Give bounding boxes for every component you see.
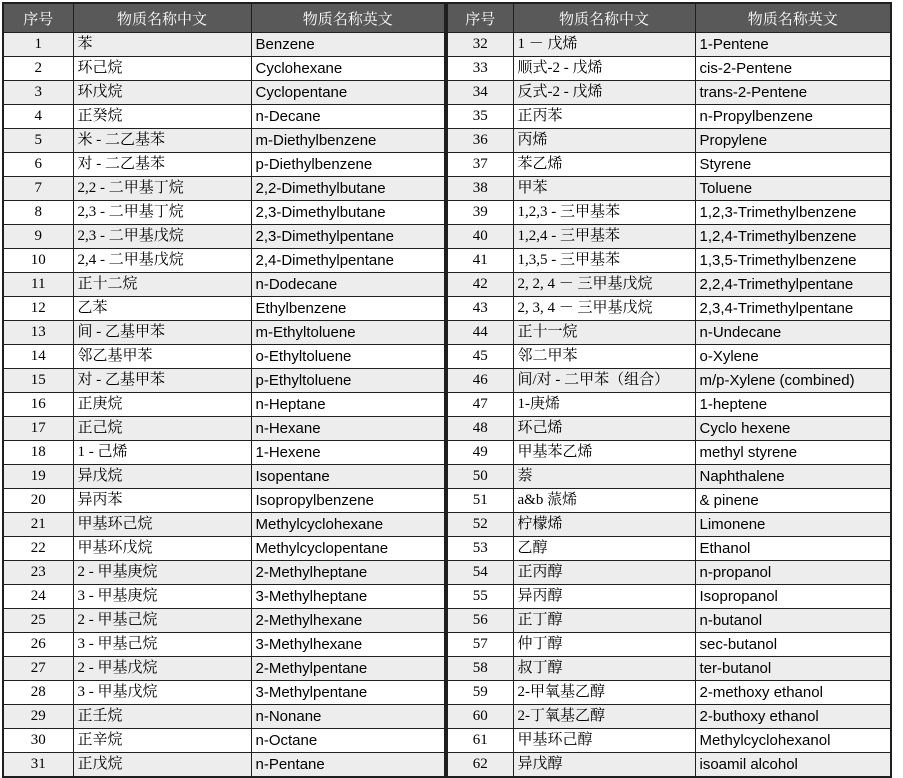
chinese-name-cell: 2, 3, 4 － 三甲基戊烷 bbox=[513, 297, 695, 321]
english-name-cell: o-Xylene bbox=[695, 345, 891, 369]
english-name-cell: Naphthalene bbox=[695, 465, 891, 489]
chinese-name-cell: 2,3 - 二甲基戊烷 bbox=[73, 225, 251, 249]
row-number-cell: 52 bbox=[447, 513, 513, 537]
row-number-cell: 1 bbox=[3, 33, 73, 57]
english-name-cell: n-Hexane bbox=[251, 417, 445, 441]
substance-table-right bbox=[446, 2, 892, 778]
chinese-name-cell: 正十一烷 bbox=[513, 321, 695, 345]
table-row bbox=[3, 609, 445, 633]
chinese-name-cell: 2 - 甲基庚烷 bbox=[73, 561, 251, 585]
table-row bbox=[447, 33, 891, 57]
english-name-cell: 3-Methylheptane bbox=[251, 585, 445, 609]
chinese-name-cell: 1,2,4 - 三甲基苯 bbox=[513, 225, 695, 249]
english-name-cell: o-Ethyltoluene bbox=[251, 345, 445, 369]
chinese-name-cell: 1,2,3 - 三甲基苯 bbox=[513, 201, 695, 225]
row-number-cell: 5 bbox=[3, 129, 73, 153]
chinese-name-cell: 1 - 己烯 bbox=[73, 441, 251, 465]
table-row bbox=[3, 33, 445, 57]
table-row bbox=[447, 129, 891, 153]
chinese-name-cell: 丙烯 bbox=[513, 129, 695, 153]
english-name-cell: 2-Methylpentane bbox=[251, 657, 445, 681]
row-number-cell: 20 bbox=[3, 489, 73, 513]
chinese-name-cell: 甲苯 bbox=[513, 177, 695, 201]
chinese-name-cell: 1,3,5 - 三甲基苯 bbox=[513, 249, 695, 273]
english-name-cell: Isopropylbenzene bbox=[251, 489, 445, 513]
row-number-cell: 39 bbox=[447, 201, 513, 225]
english-name-cell: Styrene bbox=[695, 153, 891, 177]
english-name-cell: Cyclopentane bbox=[251, 81, 445, 105]
chinese-name-cell: 正丁醇 bbox=[513, 609, 695, 633]
table-row bbox=[3, 489, 445, 513]
chinese-name-cell: 米 - 二乙基苯 bbox=[73, 129, 251, 153]
english-name-cell: 2,3-Dimethylbutane bbox=[251, 201, 445, 225]
chinese-name-cell: 反式-2 - 戊烯 bbox=[513, 81, 695, 105]
table-row bbox=[447, 465, 891, 489]
table-row bbox=[3, 585, 445, 609]
table-row bbox=[447, 393, 891, 417]
chinese-name-cell: 甲基环戊烷 bbox=[73, 537, 251, 561]
table-row bbox=[447, 633, 891, 657]
chinese-name-cell: 2,4 - 二甲基戊烷 bbox=[73, 249, 251, 273]
table-row bbox=[3, 225, 445, 249]
chinese-name-cell: 1 － 戊烯 bbox=[513, 33, 695, 57]
row-number-cell: 37 bbox=[447, 153, 513, 177]
table-row bbox=[3, 417, 445, 441]
row-number-cell: 23 bbox=[3, 561, 73, 585]
english-name-cell: Ethanol bbox=[695, 537, 891, 561]
chinese-name-cell: 2-丁氧基乙醇 bbox=[513, 705, 695, 729]
english-name-cell: p-Ethyltoluene bbox=[251, 369, 445, 393]
row-number-cell: 19 bbox=[3, 465, 73, 489]
row-number-cell: 45 bbox=[447, 345, 513, 369]
english-name-cell: 1,2,3-Trimethylbenzene bbox=[695, 201, 891, 225]
row-number-cell: 42 bbox=[447, 273, 513, 297]
english-name-cell: Benzene bbox=[251, 33, 445, 57]
chinese-name-cell: 1-庚烯 bbox=[513, 393, 695, 417]
english-name-cell: m/p-Xylene (combined) bbox=[695, 369, 891, 393]
chinese-name-cell: 间 - 乙基甲苯 bbox=[73, 321, 251, 345]
row-number-cell: 40 bbox=[447, 225, 513, 249]
chinese-name-cell: 正癸烷 bbox=[73, 105, 251, 129]
chinese-name-cell: 3 - 甲基己烷 bbox=[73, 633, 251, 657]
row-number-cell: 55 bbox=[447, 585, 513, 609]
chinese-name-cell: 环己烯 bbox=[513, 417, 695, 441]
english-name-cell: Methylcyclohexane bbox=[251, 513, 445, 537]
row-number-cell: 33 bbox=[447, 57, 513, 81]
table-row bbox=[447, 273, 891, 297]
chinese-name-cell: 2-甲氧基乙醇 bbox=[513, 681, 695, 705]
table-row bbox=[447, 753, 891, 778]
chinese-name-cell: 正丙醇 bbox=[513, 561, 695, 585]
row-number-cell: 18 bbox=[3, 441, 73, 465]
table-row bbox=[447, 57, 891, 81]
column-header-number: 序号 bbox=[447, 3, 513, 33]
english-name-cell: 1-heptene bbox=[695, 393, 891, 417]
chinese-name-cell: 正戊烷 bbox=[73, 753, 251, 778]
row-number-cell: 30 bbox=[3, 729, 73, 753]
table-row bbox=[3, 345, 445, 369]
english-name-cell: sec-butanol bbox=[695, 633, 891, 657]
row-number-cell: 14 bbox=[3, 345, 73, 369]
row-number-cell: 57 bbox=[447, 633, 513, 657]
english-name-cell: m-Ethyltoluene bbox=[251, 321, 445, 345]
english-name-cell: 1-Hexene bbox=[251, 441, 445, 465]
english-name-cell: Isopentane bbox=[251, 465, 445, 489]
chinese-name-cell: 2,2 - 二甲基丁烷 bbox=[73, 177, 251, 201]
table-row bbox=[447, 105, 891, 129]
table-row bbox=[3, 513, 445, 537]
english-name-cell: 2-buthoxy ethanol bbox=[695, 705, 891, 729]
english-name-cell: 2,3-Dimethylpentane bbox=[251, 225, 445, 249]
row-number-cell: 27 bbox=[3, 657, 73, 681]
row-number-cell: 53 bbox=[447, 537, 513, 561]
header-row bbox=[447, 3, 891, 33]
chinese-name-cell: 正庚烷 bbox=[73, 393, 251, 417]
row-number-cell: 7 bbox=[3, 177, 73, 201]
row-number-cell: 15 bbox=[3, 369, 73, 393]
row-number-cell: 58 bbox=[447, 657, 513, 681]
table-row bbox=[447, 513, 891, 537]
table-row bbox=[3, 465, 445, 489]
english-name-cell: n-Decane bbox=[251, 105, 445, 129]
chinese-name-cell: 异丙醇 bbox=[513, 585, 695, 609]
column-header-english-name: 物质名称英文 bbox=[251, 3, 445, 33]
chinese-name-cell: 甲基环己烷 bbox=[73, 513, 251, 537]
english-name-cell: & pinene bbox=[695, 489, 891, 513]
english-name-cell: trans-2-Pentene bbox=[695, 81, 891, 105]
table-row bbox=[447, 225, 891, 249]
row-number-cell: 44 bbox=[447, 321, 513, 345]
row-number-cell: 16 bbox=[3, 393, 73, 417]
english-name-cell: 2-Methylheptane bbox=[251, 561, 445, 585]
table-row bbox=[3, 561, 445, 585]
english-name-cell: Propylene bbox=[695, 129, 891, 153]
chinese-name-cell: a&b 蒎烯 bbox=[513, 489, 695, 513]
table-row bbox=[3, 729, 445, 753]
table-row bbox=[3, 57, 445, 81]
chinese-name-cell: 甲基环己醇 bbox=[513, 729, 695, 753]
chinese-name-cell: 环己烷 bbox=[73, 57, 251, 81]
chinese-name-cell: 柠檬烯 bbox=[513, 513, 695, 537]
row-number-cell: 26 bbox=[3, 633, 73, 657]
row-number-cell: 47 bbox=[447, 393, 513, 417]
table-row bbox=[447, 201, 891, 225]
table-row bbox=[447, 609, 891, 633]
english-name-cell: Methylcyclopentane bbox=[251, 537, 445, 561]
chinese-name-cell: 乙苯 bbox=[73, 297, 251, 321]
table-row bbox=[447, 729, 891, 753]
column-header-english-name: 物质名称英文 bbox=[695, 3, 891, 33]
chinese-name-cell: 叔丁醇 bbox=[513, 657, 695, 681]
row-number-cell: 46 bbox=[447, 369, 513, 393]
chinese-name-cell: 正丙苯 bbox=[513, 105, 695, 129]
row-number-cell: 49 bbox=[447, 441, 513, 465]
chinese-name-cell: 异戊烷 bbox=[73, 465, 251, 489]
chinese-name-cell: 仲丁醇 bbox=[513, 633, 695, 657]
english-name-cell: p-Diethylbenzene bbox=[251, 153, 445, 177]
table-row bbox=[447, 297, 891, 321]
row-number-cell: 34 bbox=[447, 81, 513, 105]
table-row bbox=[447, 657, 891, 681]
row-number-cell: 51 bbox=[447, 489, 513, 513]
english-name-cell: 1,2,4-Trimethylbenzene bbox=[695, 225, 891, 249]
row-number-cell: 61 bbox=[447, 729, 513, 753]
table-row bbox=[3, 705, 445, 729]
column-header-chinese-name: 物质名称中文 bbox=[513, 3, 695, 33]
chinese-name-cell: 2 - 甲基己烷 bbox=[73, 609, 251, 633]
row-number-cell: 13 bbox=[3, 321, 73, 345]
english-name-cell: n-Octane bbox=[251, 729, 445, 753]
english-name-cell: n-butanol bbox=[695, 609, 891, 633]
row-number-cell: 32 bbox=[447, 33, 513, 57]
header-row bbox=[3, 3, 445, 33]
english-name-cell: 2-methoxy ethanol bbox=[695, 681, 891, 705]
table-row bbox=[3, 81, 445, 105]
english-name-cell: Methylcyclohexanol bbox=[695, 729, 891, 753]
chinese-name-cell: 正壬烷 bbox=[73, 705, 251, 729]
chinese-name-cell: 苯乙烯 bbox=[513, 153, 695, 177]
row-number-cell: 3 bbox=[3, 81, 73, 105]
english-name-cell: 1,3,5-Trimethylbenzene bbox=[695, 249, 891, 273]
row-number-cell: 50 bbox=[447, 465, 513, 489]
row-number-cell: 28 bbox=[3, 681, 73, 705]
table-row bbox=[447, 705, 891, 729]
table-row bbox=[447, 585, 891, 609]
english-name-cell: ter-butanol bbox=[695, 657, 891, 681]
english-name-cell: n-Nonane bbox=[251, 705, 445, 729]
english-name-cell: 2,2,4-Trimethylpentane bbox=[695, 273, 891, 297]
row-number-cell: 56 bbox=[447, 609, 513, 633]
chinese-name-cell: 邻二甲苯 bbox=[513, 345, 695, 369]
chinese-name-cell: 3 - 甲基戊烷 bbox=[73, 681, 251, 705]
table-row bbox=[3, 321, 445, 345]
english-name-cell: Isopropanol bbox=[695, 585, 891, 609]
chinese-name-cell: 2 - 甲基戊烷 bbox=[73, 657, 251, 681]
row-number-cell: 11 bbox=[3, 273, 73, 297]
table-row bbox=[3, 177, 445, 201]
table-row bbox=[3, 753, 445, 778]
row-number-cell: 35 bbox=[447, 105, 513, 129]
english-name-cell: n-Propylbenzene bbox=[695, 105, 891, 129]
row-number-cell: 8 bbox=[3, 201, 73, 225]
chinese-name-cell: 对 - 乙基甲苯 bbox=[73, 369, 251, 393]
table-row bbox=[3, 105, 445, 129]
row-number-cell: 62 bbox=[447, 753, 513, 778]
row-number-cell: 12 bbox=[3, 297, 73, 321]
chinese-name-cell: 正辛烷 bbox=[73, 729, 251, 753]
row-number-cell: 31 bbox=[3, 753, 73, 778]
chinese-name-cell: 甲基苯乙烯 bbox=[513, 441, 695, 465]
english-name-cell: n-Undecane bbox=[695, 321, 891, 345]
table-row bbox=[447, 177, 891, 201]
chinese-name-cell: 顺式-2 - 戊烯 bbox=[513, 57, 695, 81]
chinese-name-cell: 异丙苯 bbox=[73, 489, 251, 513]
table-row bbox=[447, 369, 891, 393]
table-row bbox=[3, 249, 445, 273]
table-row bbox=[447, 489, 891, 513]
row-number-cell: 41 bbox=[447, 249, 513, 273]
table-row bbox=[3, 441, 445, 465]
english-name-cell: n-Dodecane bbox=[251, 273, 445, 297]
substance-table-left bbox=[2, 2, 446, 778]
table-row bbox=[447, 537, 891, 561]
table-row bbox=[447, 249, 891, 273]
table-row bbox=[3, 153, 445, 177]
english-name-cell: methyl styrene bbox=[695, 441, 891, 465]
english-name-cell: isoamil alcohol bbox=[695, 753, 891, 778]
english-name-cell: 2,4-Dimethylpentane bbox=[251, 249, 445, 273]
english-name-cell: n-Heptane bbox=[251, 393, 445, 417]
chinese-name-cell: 萘 bbox=[513, 465, 695, 489]
english-name-cell: 2,2-Dimethylbutane bbox=[251, 177, 445, 201]
table-row bbox=[3, 537, 445, 561]
row-number-cell: 38 bbox=[447, 177, 513, 201]
table-row bbox=[447, 345, 891, 369]
chinese-name-cell: 2,3 - 二甲基丁烷 bbox=[73, 201, 251, 225]
chinese-name-cell: 异戊醇 bbox=[513, 753, 695, 778]
column-header-number: 序号 bbox=[3, 3, 73, 33]
chinese-name-cell: 邻乙基甲苯 bbox=[73, 345, 251, 369]
table-row bbox=[447, 561, 891, 585]
row-number-cell: 4 bbox=[3, 105, 73, 129]
english-name-cell: Cyclo hexene bbox=[695, 417, 891, 441]
english-name-cell: Limonene bbox=[695, 513, 891, 537]
table-row bbox=[3, 681, 445, 705]
row-number-cell: 17 bbox=[3, 417, 73, 441]
english-name-cell: m-Diethylbenzene bbox=[251, 129, 445, 153]
english-name-cell: Toluene bbox=[695, 177, 891, 201]
english-name-cell: n-Pentane bbox=[251, 753, 445, 778]
row-number-cell: 6 bbox=[3, 153, 73, 177]
table-row bbox=[447, 441, 891, 465]
row-number-cell: 22 bbox=[3, 537, 73, 561]
chinese-name-cell: 环戊烷 bbox=[73, 81, 251, 105]
english-name-cell: 3-Methylhexane bbox=[251, 633, 445, 657]
table-row bbox=[3, 273, 445, 297]
row-number-cell: 36 bbox=[447, 129, 513, 153]
table-row bbox=[3, 369, 445, 393]
english-name-cell: Cyclohexane bbox=[251, 57, 445, 81]
english-name-cell: 2,3,4-Trimethylpentane bbox=[695, 297, 891, 321]
table-row bbox=[3, 129, 445, 153]
row-number-cell: 21 bbox=[3, 513, 73, 537]
table-row bbox=[3, 393, 445, 417]
row-number-cell: 2 bbox=[3, 57, 73, 81]
chinese-name-cell: 正己烷 bbox=[73, 417, 251, 441]
chinese-name-cell: 对 - 二乙基苯 bbox=[73, 153, 251, 177]
chinese-name-cell: 2, 2, 4 － 三甲基戊烷 bbox=[513, 273, 695, 297]
row-number-cell: 60 bbox=[447, 705, 513, 729]
row-number-cell: 24 bbox=[3, 585, 73, 609]
table-row bbox=[447, 81, 891, 105]
table-row bbox=[3, 297, 445, 321]
english-name-cell: 1-Pentene bbox=[695, 33, 891, 57]
chinese-name-cell: 苯 bbox=[73, 33, 251, 57]
row-number-cell: 9 bbox=[3, 225, 73, 249]
english-name-cell: 3-Methylpentane bbox=[251, 681, 445, 705]
row-number-cell: 54 bbox=[447, 561, 513, 585]
row-number-cell: 10 bbox=[3, 249, 73, 273]
row-number-cell: 59 bbox=[447, 681, 513, 705]
table-row bbox=[447, 417, 891, 441]
english-name-cell: cis-2-Pentene bbox=[695, 57, 891, 81]
chinese-name-cell: 3 - 甲基庚烷 bbox=[73, 585, 251, 609]
table-row bbox=[3, 633, 445, 657]
english-name-cell: Ethylbenzene bbox=[251, 297, 445, 321]
english-name-cell: n-propanol bbox=[695, 561, 891, 585]
chinese-name-cell: 正十二烷 bbox=[73, 273, 251, 297]
chinese-name-cell: 间/对 - 二甲苯（组合） bbox=[513, 369, 695, 393]
column-header-chinese-name: 物质名称中文 bbox=[73, 3, 251, 33]
table-row bbox=[447, 321, 891, 345]
table-row bbox=[447, 681, 891, 705]
row-number-cell: 25 bbox=[3, 609, 73, 633]
chinese-name-cell: 乙醇 bbox=[513, 537, 695, 561]
table-row bbox=[3, 657, 445, 681]
row-number-cell: 43 bbox=[447, 297, 513, 321]
table-row bbox=[3, 201, 445, 225]
row-number-cell: 29 bbox=[3, 705, 73, 729]
table-row bbox=[447, 153, 891, 177]
english-name-cell: 2-Methylhexane bbox=[251, 609, 445, 633]
row-number-cell: 48 bbox=[447, 417, 513, 441]
